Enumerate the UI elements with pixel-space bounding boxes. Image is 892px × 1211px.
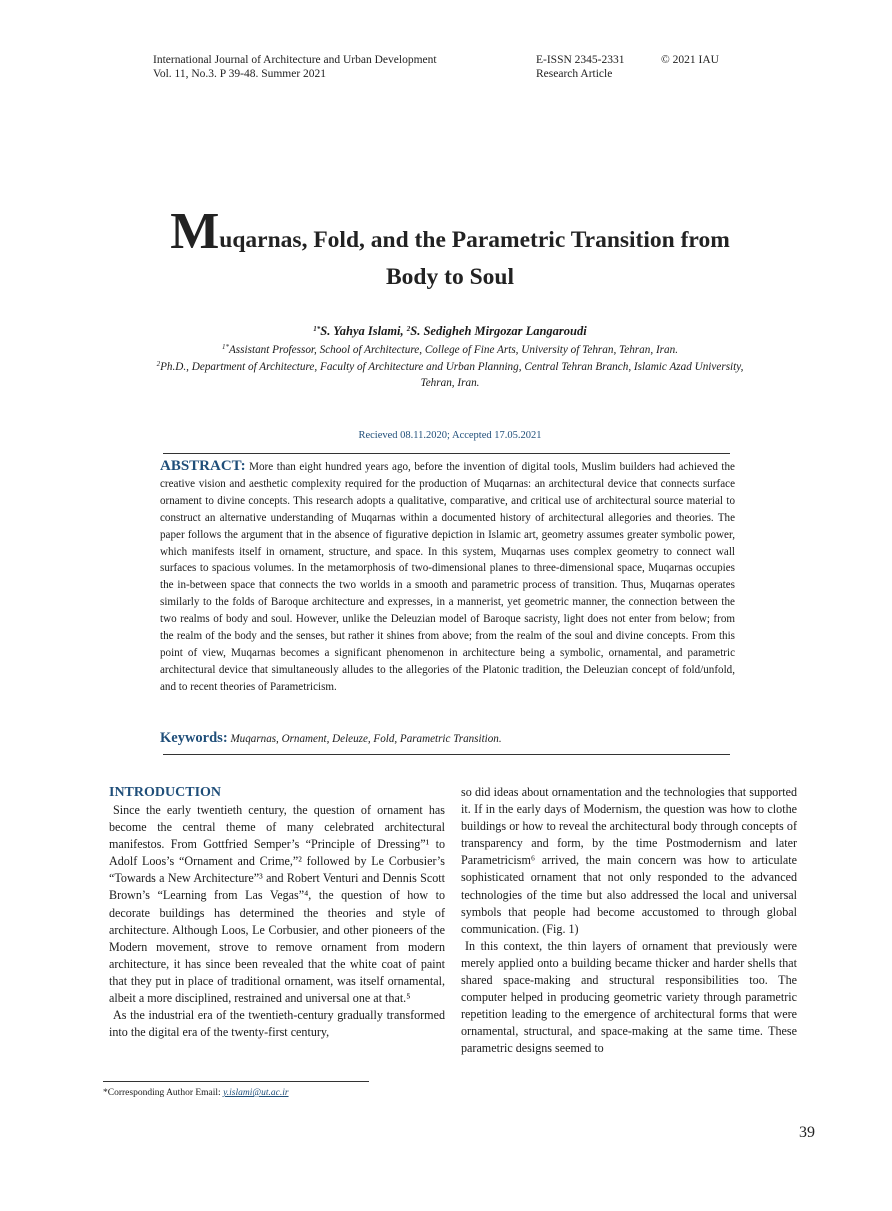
author-2: S. Sedigheh Mirgozar Langaroudi	[410, 324, 587, 338]
footnote-label: *Corresponding Author Email:	[103, 1088, 224, 1098]
issn: E-ISSN 2345-2331	[536, 54, 625, 66]
paragraph: so did ideas about ornamentation and the technologies that supported it. If in the early days of Modernism, the question was how to clothe buildings or how to reveal the architectural body through concepts of transparency and form, by the time Postmodernism and later Parametricism⁶ arrived, the main concern was how to articulate sophisticated ornament that not only responded to the advanced technologies of the time but also addressed the local and universal symbols that people had become accustomed to through global communication. (Fig. 1)	[461, 785, 797, 936]
aff2-text: Ph.D., Department of Architecture, Faculty of Architecture and Urban Planning, Central Tehran Branch, Islamic Azad University, Tehran, Iran.	[160, 361, 744, 389]
issn-block	[536, 53, 625, 81]
affiliation-2	[150, 359, 750, 391]
paragraph: In this context, the thin layers of ornament that previously were merely applied onto a building became thicker and harder shells that shared space-making and structural responsibilities too. The computer helped in producing geometric variety through parametric repetition leading to the emergence of architectural forms that were ornamental, structural, and space-making at the same time. These parametric designs seemed to	[461, 938, 797, 1056]
page-number: 39	[799, 1124, 815, 1141]
corresponding-author-footnote	[103, 1088, 289, 1098]
title-line-1: uqarnas, Fold, and the Parametric Transition from	[219, 227, 730, 253]
author-1: S. Yahya Islami,	[320, 324, 407, 338]
abstract-text: More than eight hundred years ago, before the invention of digital tools, Muslim builders had achieved the creative vision and aesthetic complexity required for the production of Muqarnas: an architectural device that connects surface ornament to divine concepts. This research adopts a qualitative, comparative, and critical use of architectural source material to construct an alternative understanding of Muqarnas within a documented history of architectural allegories and theories. The paper follows the argument that in the absence of figurative depiction in Islamic art, geometry assumes greater symbolic power, which manifests itself in ornament, structure, and space. In this system, Muqarnas uses complex geometry to connect wall surfaces to spacious volumes. In the metamorphosis of two-dimensional planes to three-dimensional space, Muqarnas occupies the in-between space that connects the two worlds in a smooth and parametric process of transition. Thus, Muqarnas operates similarly to the folds of Baroque architecture and expresses, in a mannerist, yet geometric manner, the connection between the two realms of body and soul. However, unlike the Deleuzian model of Baroque sacristy, light does not enter from below; from the realm of the body and the senses, but rather it shines from above; from the realm of the soul and divine concepts. From this point of view, Muqarnas becomes a significant phenomenon in architecture being a symbolic, ornamental, and parametric architectural device that simultaneously alludes to the allegories of the Platonic tradition, the Deleuzian concept of fold/unfold, and to recent theories of Parametricism.	[160, 461, 735, 693]
title-line-2: Body to Soul	[386, 264, 514, 290]
copyright: © 2021 IAU	[661, 54, 719, 66]
keywords-value: Muqarnas, Ornament, Deleuze, Fold, Parametric Transition.	[227, 733, 502, 745]
journal-header	[153, 53, 437, 81]
paragraph: Since the early twentieth century, the question of ornament has become the central theme of many celebrated architectural manifestos. From Gottfried Semper’s “Principle of Dressing”¹ to Adolf Loos’s “Ornament and Crime,”² followed by Le Corbusier’s “Towards a New Architecture”³ and Robert Venturi and Dennis Scott Brown’s “Learning from Las Vegas”⁴, the question of how to decorate buildings has determined the theories and style of architecture. Although Loos, Le Corbusier, and other pioneers of the Modern movement, strove to remove ornament from modern architecture, it has since been revealed that the white coat of paint that they put in place of traditional ornament, was itself ornamental, albeit a more disciplined, restrained and universal one at that.⁵	[109, 803, 445, 1006]
article-type: Research Article	[536, 68, 613, 80]
column-right	[461, 784, 797, 1058]
journal-name: International Journal of Architecture and Urban Development	[153, 54, 437, 66]
journal-volume: Vol. 11, No.3. P 39-48. Summer 2021	[153, 68, 327, 80]
author1-mark: 1*	[313, 325, 321, 333]
author-email-link[interactable]: y.islami@ut.ac.ir	[223, 1088, 289, 1098]
paper-title	[100, 203, 800, 296]
aff1-text: Assistant Professor, School of Architecture, College of Fine Arts, University of Tehran, Tehran, Iran.	[228, 344, 679, 356]
abstract-label: ABSTRACT:	[160, 458, 246, 474]
section-heading-introduction: INTRODUCTION	[109, 785, 222, 800]
aff2-mark: 2	[156, 360, 161, 368]
column-left	[109, 784, 445, 1041]
divider-bottom	[163, 754, 730, 755]
keywords	[160, 730, 735, 747]
divider-top	[163, 453, 730, 454]
title-dropcap: M	[170, 203, 220, 260]
received-accepted-dates: Recieved 08.11.2020; Accepted 17.05.2021	[358, 430, 542, 441]
aff1-mark: 1*	[221, 343, 229, 351]
abstract	[160, 458, 735, 696]
author-list	[100, 323, 800, 339]
author2-mark: 2	[406, 325, 411, 333]
affiliation-1	[150, 342, 750, 358]
footnote-divider	[103, 1081, 369, 1082]
keywords-label: Keywords:	[160, 730, 228, 746]
paragraph: As the industrial era of the twentieth-century gradually transformed into the digital era of the twenty-first century,	[109, 1008, 445, 1040]
